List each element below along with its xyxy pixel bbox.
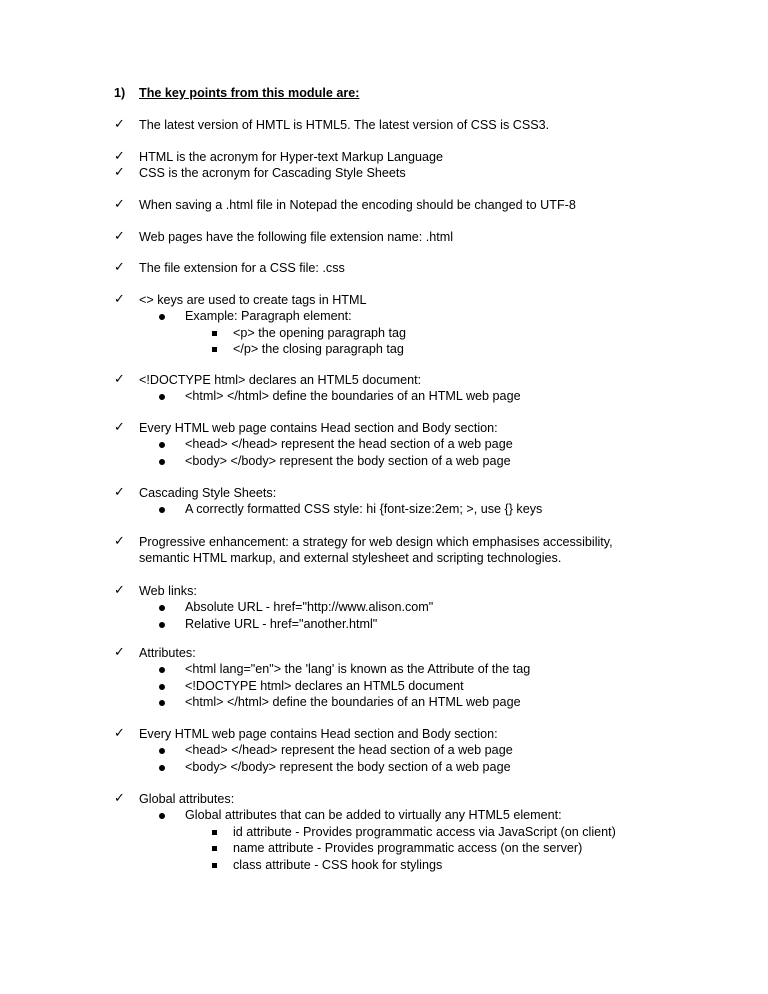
bullet-dot-icon (159, 813, 165, 819)
key-point-item (114, 583, 734, 632)
sub-point-text: Absolute URL - href="http://www.alison.com" (185, 600, 434, 614)
section-title: The key points from this module are: (139, 86, 360, 100)
key-point-item (114, 791, 734, 873)
checkmark-icon: ✓ (114, 260, 125, 275)
key-point-text: When saving a .html file in Notepad the encoding should be changed to UTF-8 (139, 198, 576, 212)
key-point-item (114, 645, 734, 711)
sub-point (114, 501, 734, 518)
sub-point-text: <head> </head> represent the head section of a web page (185, 743, 513, 757)
key-point-text: Every HTML web page contains Head section and Body section: (139, 727, 498, 741)
sub-point-text: Global attributes that can be added to virtually any HTML5 element: (185, 808, 562, 822)
key-point-text: Every HTML web page contains Head section and Body section: (139, 421, 498, 435)
key-point-item (114, 149, 734, 165)
key-point-text: The latest version of HMTL is HTML5. The latest version of CSS is CSS3. (139, 118, 550, 132)
key-point-text: Global attributes: (139, 792, 235, 806)
key-point-text: Web pages have the following file extension name: .html (139, 230, 454, 244)
sub-point (114, 616, 734, 633)
checkmark-icon: ✓ (114, 229, 125, 244)
key-point-item (114, 292, 734, 358)
checkmark-icon: ✓ (114, 791, 125, 806)
checkmark-icon: ✓ (114, 534, 125, 549)
checkmark-icon: ✓ (114, 726, 125, 741)
square-bullet-icon (212, 830, 217, 835)
key-point-text: HTML is the acronym for Hyper-text Markup Language (139, 150, 444, 164)
sub-sub-point (114, 840, 734, 857)
sub-sub-point (114, 857, 734, 874)
sub-point-text: Relative URL - href="another.html" (185, 616, 378, 631)
sub-point-text: <body> </body> represent the body section of a web page (185, 759, 511, 774)
key-point-text: Attributes: (139, 646, 196, 660)
sub-point-text: <head> </head> represent the head section of a web page (185, 437, 513, 451)
square-bullet-icon (212, 863, 217, 868)
sub-sub-point-text: id attribute - Provides programmatic access via JavaScript (on client) (233, 824, 616, 839)
sub-point-text: <html> </html> define the boundaries of an HTML web page (185, 389, 521, 403)
sub-sub-point-text: </p> the closing paragraph tag (233, 342, 404, 356)
sub-point-text: <html lang="en"> the 'lang' is known as the Attribute of the tag (185, 662, 531, 676)
bullet-dot-icon (159, 394, 165, 400)
square-bullet-icon (212, 846, 217, 851)
checkmark-icon: ✓ (114, 165, 125, 180)
sub-point (114, 678, 734, 695)
sub-sub-point-text: class attribute - CSS hook for stylings (233, 857, 443, 872)
sub-point (114, 661, 734, 678)
sub-point (114, 453, 734, 470)
bullet-dot-icon (159, 459, 165, 465)
sub-point (114, 759, 734, 776)
key-point-text: The file extension for a CSS file: .css (139, 261, 345, 275)
bullet-dot-icon (159, 765, 165, 771)
bullet-dot-icon (159, 700, 165, 706)
sub-point (114, 308, 734, 325)
bullet-dot-icon (159, 622, 165, 628)
bullet-dot-icon (159, 507, 165, 513)
sub-point (114, 742, 734, 759)
checkmark-icon: ✓ (114, 149, 125, 164)
key-point-text: CSS is the acronym for Cascading Style Sheets (139, 166, 406, 180)
sub-sub-point-text: name attribute - Provides programmatic access (on the server) (233, 841, 583, 855)
key-point-item (114, 485, 734, 518)
key-point-text: <> keys are used to create tags in HTML (139, 293, 367, 307)
key-point-item (114, 726, 734, 775)
sub-sub-point (114, 325, 734, 342)
key-point-text: <!DOCTYPE html> declares an HTML5 document: (139, 373, 422, 387)
key-point-item (114, 372, 734, 405)
sub-point (114, 436, 734, 453)
key-point-text: Cascading Style Sheets: (139, 486, 277, 500)
key-point-item (114, 117, 734, 133)
key-point-item (114, 260, 734, 276)
key-point-text: Progressive enhancement: a strategy for web design which emphasises accessibility, (139, 535, 613, 549)
key-point-item (114, 229, 734, 245)
key-point-item (114, 534, 734, 566)
square-bullet-icon (212, 347, 217, 352)
checkmark-icon: ✓ (114, 485, 125, 500)
key-point-text: semantic HTML markup, and external stylesheet and scripting technologies. (139, 551, 562, 565)
sub-sub-point (114, 824, 734, 841)
sub-point (114, 599, 734, 616)
checkmark-icon: ✓ (114, 645, 125, 660)
bullet-dot-icon (159, 314, 165, 320)
bullet-dot-icon (159, 605, 165, 611)
checkmark-icon: ✓ (114, 197, 125, 212)
sub-point-text: <!DOCTYPE html> declares an HTML5 document (185, 678, 464, 693)
section-number: 1) (114, 86, 126, 100)
bullet-dot-icon (159, 748, 165, 754)
sub-point-text: <html> </html> define the boundaries of an HTML web page (185, 695, 521, 709)
sub-point-text: <body> </body> represent the body section of a web page (185, 453, 511, 468)
sub-point-text: A correctly formatted CSS style: hi {font-size:2em; >, use {} keys (185, 502, 543, 516)
checkmark-icon: ✓ (114, 372, 125, 387)
square-bullet-icon (212, 331, 217, 336)
key-point-text: Web links: (139, 584, 197, 598)
key-point-item (114, 420, 734, 469)
sub-point (114, 388, 734, 405)
key-point-item (114, 197, 734, 213)
sub-point-text: Example: Paragraph element: (185, 309, 352, 323)
checkmark-icon: ✓ (114, 583, 125, 598)
sub-point (114, 807, 734, 824)
sub-sub-point-text: <p> the opening paragraph tag (233, 325, 406, 340)
sub-sub-point (114, 341, 734, 358)
bullet-dot-icon (159, 684, 165, 690)
checkmark-icon: ✓ (114, 292, 125, 307)
sub-point (114, 694, 734, 711)
section-heading (114, 85, 359, 101)
checkmark-icon: ✓ (114, 117, 125, 132)
bullet-dot-icon (159, 442, 165, 448)
key-point-item (114, 165, 734, 181)
bullet-dot-icon (159, 667, 165, 673)
checkmark-icon: ✓ (114, 420, 125, 435)
